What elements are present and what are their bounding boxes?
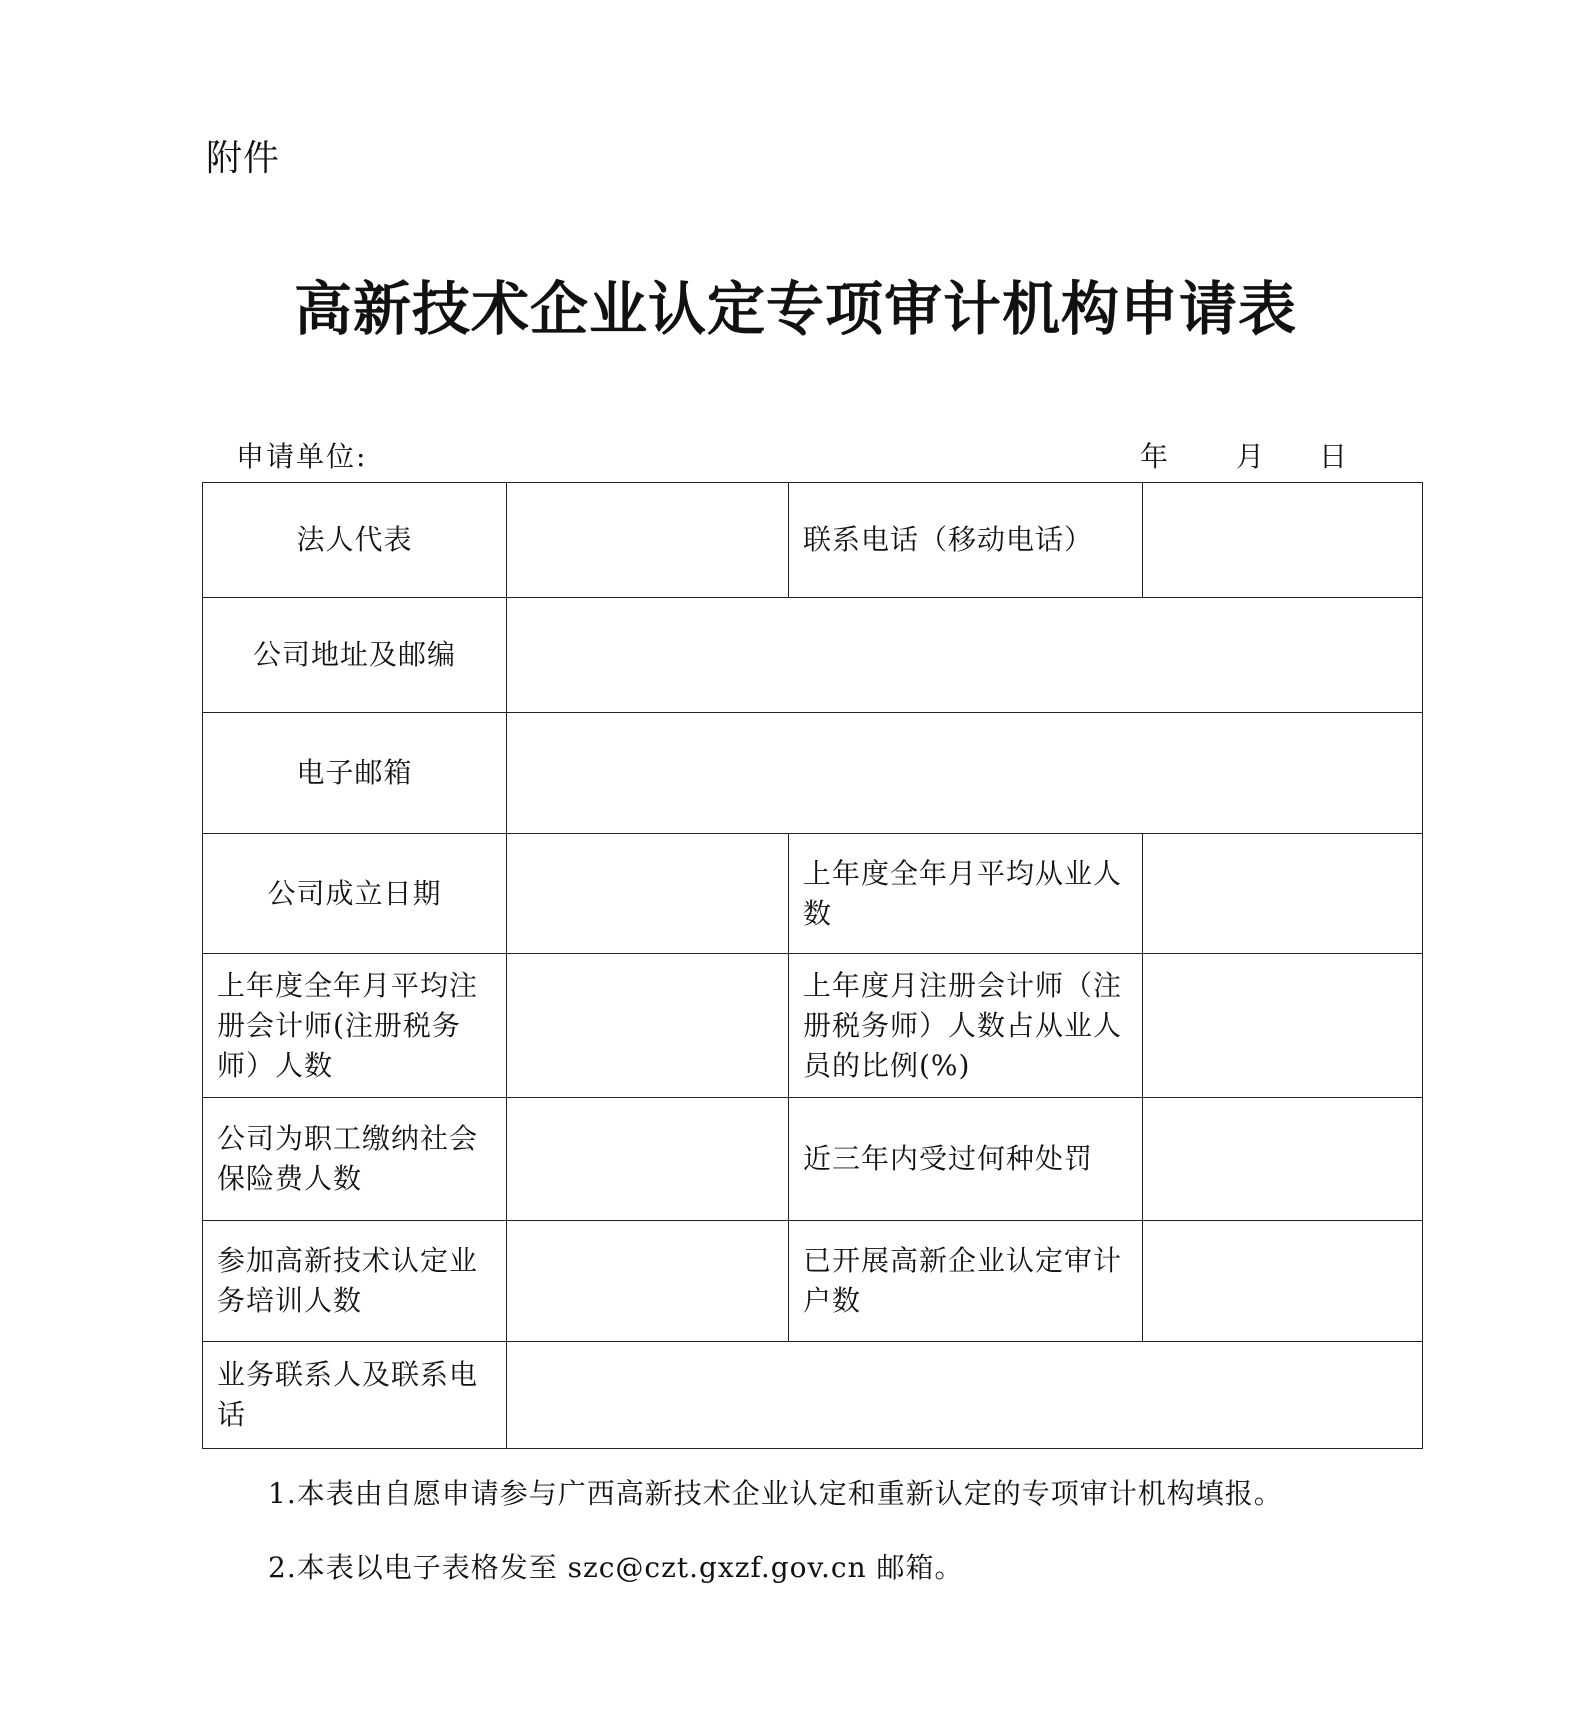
social-insurance-label: 公司为职工缴纳社会保险费人数	[203, 1098, 507, 1221]
audits-done-label: 已开展高新企业认定审计户数	[789, 1221, 1143, 1342]
note-2: 2.本表以电子表格发至 szc@czt.gxzf.gov.cn 邮箱。	[268, 1551, 964, 1584]
penalties-input-cell[interactable]	[1143, 1098, 1423, 1221]
address-input-cell[interactable]	[507, 598, 1423, 713]
business-contact-input-cell[interactable]	[507, 1342, 1423, 1449]
training-label: 参加高新技术认定业务培训人数	[203, 1221, 507, 1342]
table-row	[203, 483, 1423, 598]
date-day-label: 日	[1319, 440, 1348, 473]
table-row	[203, 1342, 1423, 1449]
training-input-cell[interactable]	[507, 1221, 789, 1342]
form-title	[0, 262, 1587, 346]
contact-phone-input-cell[interactable]	[1143, 483, 1423, 598]
note-1: 1.本表由自愿申请参与广西高新技术企业认定和重新认定的专项审计机构填报。	[268, 1477, 1283, 1510]
date-month-label: 月	[1236, 440, 1265, 473]
table-row	[203, 954, 1423, 1098]
business-contact-label: 业务联系人及联系电话	[203, 1342, 507, 1449]
attachment-label: 附件	[206, 138, 281, 179]
table-row	[203, 1221, 1423, 1342]
table-row	[203, 834, 1423, 954]
cpa-ratio-label: 上年度月注册会计师（注册税务师）人数占从业人员的比例(%)	[789, 954, 1143, 1098]
audits-done-input-cell[interactable]	[1143, 1221, 1423, 1342]
avg-cpa-input-cell[interactable]	[507, 954, 789, 1098]
founded-input-cell[interactable]	[507, 834, 789, 954]
contact-phone-label: 联系电话（移动电话）	[789, 483, 1143, 598]
form-title-text: 高新技术企业认定专项审计机构申请表	[293, 275, 1297, 343]
date-year-label: 年	[1140, 440, 1169, 473]
address-label: 公司地址及邮编	[203, 598, 507, 713]
table-row	[203, 598, 1423, 713]
date-line	[1140, 435, 1347, 475]
application-form-table	[202, 482, 1423, 1449]
avg-staff-label: 上年度全年月平均从业人数	[789, 834, 1143, 954]
email-input-cell[interactable]	[507, 713, 1423, 834]
cpa-ratio-input-cell[interactable]	[1143, 954, 1423, 1098]
email-label: 电子邮箱	[203, 713, 507, 834]
applicant-label: 申请单位:	[236, 440, 368, 473]
legal-rep-input-cell[interactable]	[507, 483, 789, 598]
social-insurance-input-cell[interactable]	[507, 1098, 789, 1221]
penalties-label: 近三年内受过何种处罚	[789, 1098, 1143, 1221]
legal-rep-label: 法人代表	[203, 483, 507, 598]
avg-staff-input-cell[interactable]	[1143, 834, 1423, 954]
table-row	[203, 1098, 1423, 1221]
founded-label: 公司成立日期	[203, 834, 507, 954]
table-row	[203, 713, 1423, 834]
avg-cpa-label: 上年度全年月平均注册会计师(注册税务师）人数	[203, 954, 507, 1098]
